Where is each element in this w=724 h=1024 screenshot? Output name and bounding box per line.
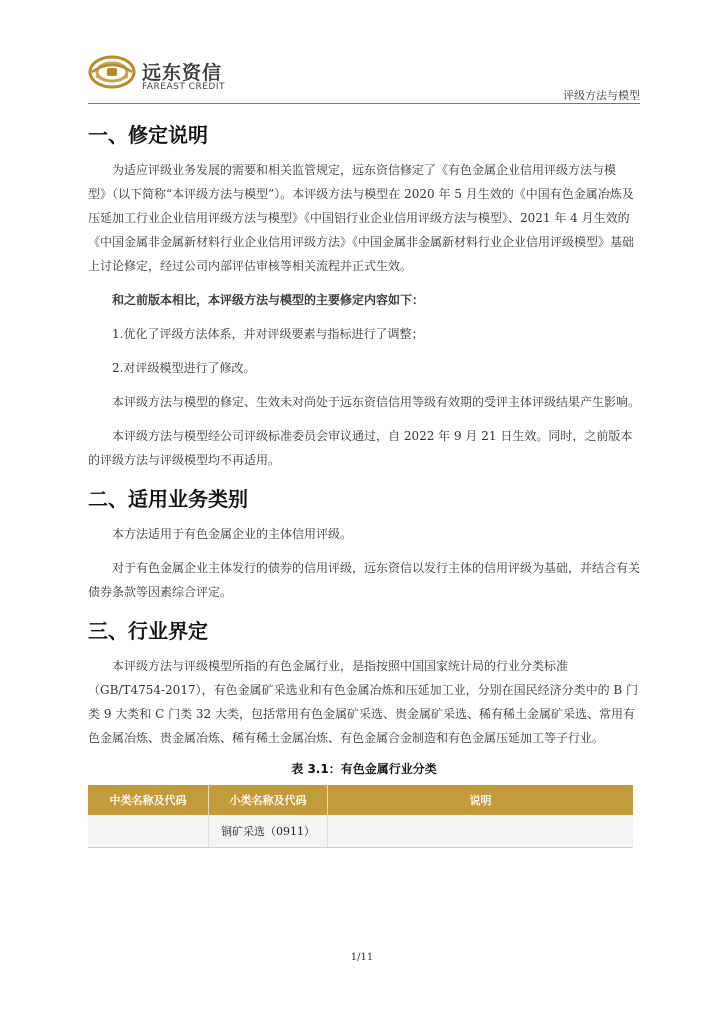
industry-classification-table [88,785,633,848]
document-title: 评级方法与模型 [563,89,640,102]
page-number: 1/11 [350,952,374,963]
paragraph: 本评级方法与评级模型所指的有色金属行业，是指按照中国国家统计局的行业分类标准（GB/T4754-2017），有色金属矿采选业和有色金属冶炼和压延加工业，分别在国民经济分类中的 B 门类 9 大类和 C 门类 32 大类，包括常用有色金属矿采选、贵金属矿采选、稀有稀土金属矿采选、常用有色金属冶炼、贵金属冶炼、稀有稀土金属冶炼、有色金属合金制造和有色金属压延加工等子行业。 [88,659,639,745]
table-row [88,815,633,848]
table-header-cell: 小类名称及代码 [209,785,328,815]
table-header-cell: 中类名称及代码 [88,785,209,815]
list-item: 2.对评级模型进行了修改。 [112,361,256,375]
section-title-revision: 一、修定说明 [88,123,208,147]
paragraph: 本评级方法与模型的修定、生效未对尚处于远东资信信用等级有效期的受评主体评级结果产生影响。 [112,395,641,409]
brand-name-en: FAREAST CREDIT [142,82,225,92]
table-cell [328,815,634,848]
table-caption: 表 3.1：有色金属行业分类 [291,762,437,776]
paragraph: 为适应评级业务发展的需要和相关监管规定，远东资信修定了《有色金属企业信用评级方法与模型》（以下简称“本评级方法与模型”）。本评级方法与模型在 2020 年 5 月生效的《中国有色金属冶炼及压延加工行业企业信用评级方法与模型》《中国铝行业企业信用评级方法与模型》、2021 年 4 月生效的《中国金属非金属新材料行业企业信用评级方法》《中国金属非金属新材料行业企业信用评级模型》基础上讨论修定，经过公司内部评估审核等相关流程并正式生效。 [88,163,635,273]
header-divider [88,103,640,104]
table-cell: 铜矿采选（0911） [209,815,328,848]
paragraph: 对于有色金属企业主体发行的债券的信用评级，远东资信以发行主体的信用评级为基础，并结合有关债券条款等因素综合评定。 [88,561,641,599]
section-title-industry: 三、行业界定 [88,619,208,643]
paragraph: 本方法适用于有色金属企业的主体信用评级。 [112,527,353,541]
paragraph-bold: 和之前版本相比，本评级方法与模型的主要修定内容如下： [112,293,425,307]
list-item: 1.优化了评级方法体系，并对评级要素与指标进行了调整； [112,327,424,341]
fareast-credit-logo-icon [88,54,136,90]
section-title-scope: 二、适用业务类别 [88,487,248,511]
table-header-cell: 说明 [328,785,634,815]
table-header-row [88,785,633,815]
page-content [88,118,640,848]
brand-name-cn: 远东资信 [142,62,223,84]
table-cell [88,815,209,848]
page-header [0,0,724,110]
paragraph: 本评级方法与模型经公司评级标准委员会审议通过，自 2022 年 9 月 21 日生效。同时，之前版本的评级方法与评级模型均不再适用。 [88,429,633,467]
